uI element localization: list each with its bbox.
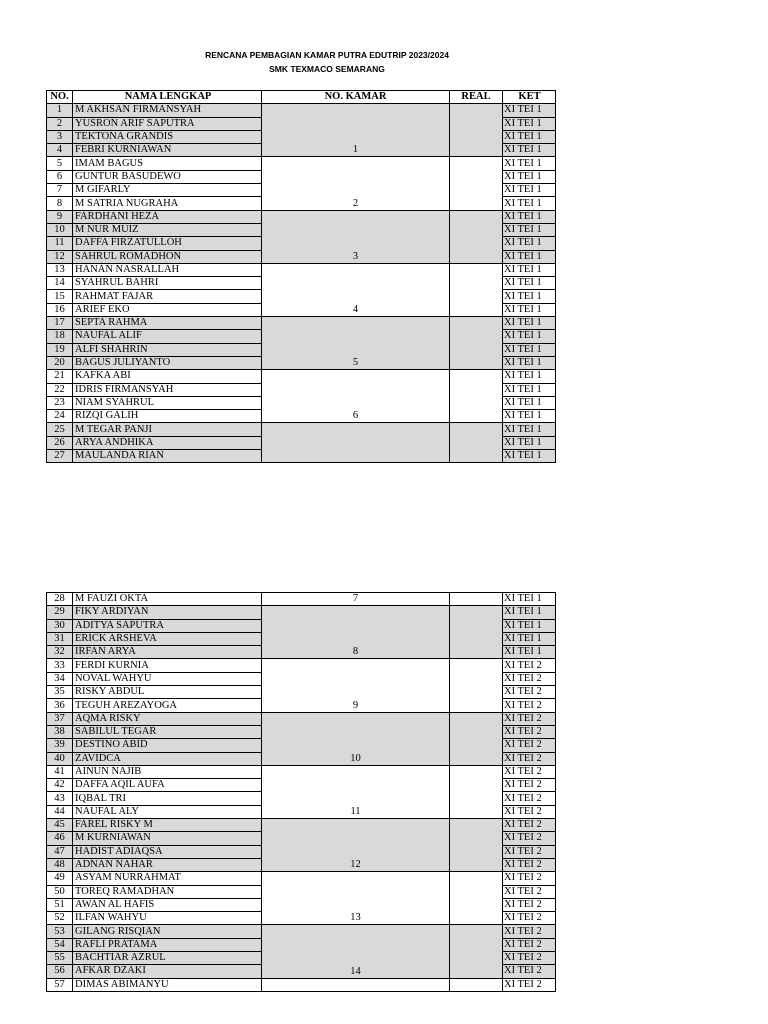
class-label: XI TEI 1 [503,223,556,236]
class-label: XI TEI 1 [503,250,556,263]
student-name: ADNAN NAHAR [73,858,262,871]
class-label: XI TEI 2 [503,952,556,965]
table-row [47,606,556,619]
room-number: 13 [262,872,450,925]
row-number: 33 [47,659,73,672]
real-cell [450,593,503,606]
student-name: M SATRIA NUGRAHA [73,197,262,210]
student-name: AQMA RISKY [73,712,262,725]
row-number: 16 [47,303,73,316]
student-name: DIMAS ABIMANYU [73,978,262,991]
document-subtitle: SMK TEXMACO SEMARANG [269,64,385,74]
class-label: XI TEI 2 [503,725,556,738]
student-name: SYAHRUL BAHRI [73,277,262,290]
table-row [47,872,556,885]
class-label: XI TEI 1 [503,210,556,223]
room-number: 3 [262,210,450,263]
student-name: DAFFA FIRZATULLOH [73,237,262,250]
table-row [47,210,556,223]
table-row [47,423,556,436]
class-label: XI TEI 1 [503,396,556,409]
real-cell [450,370,503,423]
student-name: M FAUZI OKTA [73,593,262,606]
class-label: XI TEI 2 [503,686,556,699]
row-number: 53 [47,925,73,938]
table-row [47,712,556,725]
class-label: XI TEI 1 [503,144,556,157]
table-row [47,104,556,117]
row-number: 22 [47,383,73,396]
class-label: XI TEI 2 [503,978,556,991]
class-label: XI TEI 1 [503,646,556,659]
real-cell [450,157,503,210]
student-name: TOREQ RAMADHAN [73,885,262,898]
row-number: 30 [47,619,73,632]
room-number: 14 [262,925,450,978]
student-name: SAHRUL ROMADHON [73,250,262,263]
row-number: 35 [47,686,73,699]
class-label: XI TEI 2 [503,819,556,832]
row-number: 27 [47,450,73,463]
class-label: XI TEI 1 [503,157,556,170]
student-name: M AKHSAN FIRMANSYAH [73,104,262,117]
student-name: IQBAL TRI [73,792,262,805]
student-name: HANAN NASRALLAH [73,263,262,276]
student-name: BAGUS JULIYANTO [73,356,262,369]
class-label: XI TEI 2 [503,659,556,672]
student-name: RISKY ABDUL [73,686,262,699]
row-number: 3 [47,130,73,143]
row-number: 44 [47,805,73,818]
class-label: XI TEI 2 [503,832,556,845]
student-name: NOVAL WAHYU [73,672,262,685]
class-label: XI TEI 1 [503,117,556,130]
real-cell [450,819,503,872]
student-name: KAFKA ABI [73,370,262,383]
student-name: SEPTA RAHMA [73,317,262,330]
room-number: 2 [262,157,450,210]
row-number: 6 [47,170,73,183]
student-name: HADIST ADIAQSA [73,845,262,858]
row-number: 46 [47,832,73,845]
table-row [47,317,556,330]
real-cell [450,317,503,370]
row-number: 48 [47,858,73,871]
row-number: 11 [47,237,73,250]
class-label: XI TEI 1 [503,343,556,356]
row-number: 13 [47,263,73,276]
class-label: XI TEI 2 [503,712,556,725]
table-row [47,157,556,170]
col-header-no: NO. [47,91,73,104]
class-label: XI TEI 2 [503,779,556,792]
room-number: 12 [262,819,450,872]
class-label: XI TEI 2 [503,765,556,778]
class-label: XI TEI 2 [503,898,556,911]
row-number: 37 [47,712,73,725]
class-label: XI TEI 1 [503,317,556,330]
row-number: 39 [47,739,73,752]
row-number: 20 [47,356,73,369]
class-label: XI TEI 1 [503,303,556,316]
class-label: XI TEI 2 [503,805,556,818]
student-name: M KURNIAWAN [73,832,262,845]
row-number: 17 [47,317,73,330]
room-number: 8 [262,606,450,659]
student-name: ILFAN WAHYU [73,912,262,925]
class-label: XI TEI 2 [503,699,556,712]
row-number: 21 [47,370,73,383]
class-label: XI TEI 1 [503,184,556,197]
table-body-1 [47,104,556,463]
student-name: ADITYA SAPUTRA [73,619,262,632]
class-label: XI TEI 1 [503,330,556,343]
row-number: 10 [47,223,73,236]
class-label: XI TEI 1 [503,423,556,436]
document-title: RENCANA PEMBAGIAN KAMAR PUTRA EDUTRIP 2023/2024 [205,50,449,60]
class-label: XI TEI 1 [503,290,556,303]
col-header-kamar: NO. KAMAR [262,91,450,104]
row-number: 43 [47,792,73,805]
class-label: XI TEI 2 [503,739,556,752]
row-number: 19 [47,343,73,356]
row-number: 54 [47,938,73,951]
class-label: XI TEI 2 [503,792,556,805]
class-label: XI TEI 1 [503,277,556,290]
class-label: XI TEI 2 [503,912,556,925]
student-name: FERDI KURNIA [73,659,262,672]
student-name: NAUFAL ALIF [73,330,262,343]
class-label: XI TEI 2 [503,885,556,898]
row-number: 25 [47,423,73,436]
student-name: GUNTUR BASUDEWO [73,170,262,183]
class-label: XI TEI 1 [503,197,556,210]
class-label: XI TEI 2 [503,965,556,978]
table-row [47,978,556,991]
room-number: 4 [262,263,450,316]
real-cell [450,210,503,263]
row-number: 32 [47,646,73,659]
row-number: 38 [47,725,73,738]
class-label: XI TEI 1 [503,410,556,423]
row-number: 41 [47,765,73,778]
class-label: XI TEI 2 [503,672,556,685]
row-number: 26 [47,436,73,449]
student-name: AWAN AL HAFIS [73,898,262,911]
student-name: FARDHANI HEZA [73,210,262,223]
row-number: 8 [47,197,73,210]
class-label: XI TEI 1 [503,593,556,606]
row-number: 42 [47,779,73,792]
class-label: XI TEI 1 [503,170,556,183]
class-label: XI TEI 1 [503,450,556,463]
col-header-ket: KET [503,91,556,104]
student-name: DESTINO ABID [73,739,262,752]
student-name: AFKAR DZAKI [73,965,262,978]
room-number: 10 [262,712,450,765]
table-row [47,819,556,832]
student-name: ARIEF EKO [73,303,262,316]
table-row [47,593,556,606]
real-cell [450,659,503,712]
row-number: 36 [47,699,73,712]
class-label: XI TEI 1 [503,237,556,250]
room-table-page-2 [46,592,556,992]
real-cell [450,104,503,157]
room-table-page-1 [46,90,556,463]
real-cell [450,712,503,765]
student-name: ALFI SHAHRIN [73,343,262,356]
class-label: XI TEI 1 [503,632,556,645]
table-body-2 [47,593,556,992]
class-label: XI TEI 2 [503,925,556,938]
col-header-real: REAL [450,91,503,104]
row-number: 9 [47,210,73,223]
student-name: IRFAN ARYA [73,646,262,659]
table-row [47,659,556,672]
student-name: ZAVIDCA [73,752,262,765]
student-name: TEKTONA GRANDIS [73,130,262,143]
student-name: M GIFARLY [73,184,262,197]
real-cell [450,423,503,463]
room-number: 11 [262,765,450,818]
real-cell [450,765,503,818]
student-name: RAFLI PRATAMA [73,938,262,951]
row-number: 47 [47,845,73,858]
class-label: XI TEI 1 [503,104,556,117]
student-name: IDRIS FIRMANSYAH [73,383,262,396]
row-number: 34 [47,672,73,685]
room-number: 6 [262,370,450,423]
room-number: 5 [262,317,450,370]
student-name: RAHMAT FAJAR [73,290,262,303]
row-number: 49 [47,872,73,885]
class-label: XI TEI 1 [503,383,556,396]
class-label: XI TEI 2 [503,845,556,858]
room-number [262,978,450,991]
table-header-row [47,91,556,104]
row-number: 55 [47,952,73,965]
real-cell [450,606,503,659]
student-name: ASYAM NURRAHMAT [73,872,262,885]
row-number: 29 [47,606,73,619]
student-name: RIZQI GALIH [73,410,262,423]
room-number: 9 [262,659,450,712]
student-name: ERICK ARSHEVA [73,632,262,645]
table-row [47,263,556,276]
real-cell [450,872,503,925]
row-number: 7 [47,184,73,197]
class-label: XI TEI 2 [503,752,556,765]
row-number: 5 [47,157,73,170]
class-label: XI TEI 1 [503,356,556,369]
class-label: XI TEI 1 [503,619,556,632]
table-row [47,370,556,383]
class-label: XI TEI 2 [503,858,556,871]
row-number: 31 [47,632,73,645]
student-name: FEBRI KURNIAWAN [73,144,262,157]
table-row [47,925,556,938]
row-number: 12 [47,250,73,263]
row-number: 28 [47,593,73,606]
class-label: XI TEI 1 [503,606,556,619]
row-number: 45 [47,819,73,832]
student-name: BACHTIAR AZRUL [73,952,262,965]
student-name: MAULANDA RIAN [73,450,262,463]
room-number: 1 [262,104,450,157]
row-number: 18 [47,330,73,343]
student-name: IMAM BAGUS [73,157,262,170]
room-number: 7 [262,593,450,606]
row-number: 24 [47,410,73,423]
student-name: DAFFA AQIL AUFA [73,779,262,792]
student-name: YUSRON ARIF SAPUTRA [73,117,262,130]
row-number: 51 [47,898,73,911]
real-cell [450,925,503,978]
student-name: AINUN NAJIB [73,765,262,778]
class-label: XI TEI 1 [503,130,556,143]
class-label: XI TEI 1 [503,263,556,276]
row-number: 1 [47,104,73,117]
row-number: 14 [47,277,73,290]
student-name: GILANG RISQIAN [73,925,262,938]
class-label: XI TEI 2 [503,872,556,885]
row-number: 15 [47,290,73,303]
student-name: SABILUL TEGAR [73,725,262,738]
class-label: XI TEI 1 [503,436,556,449]
document-header [46,48,608,76]
row-number: 40 [47,752,73,765]
student-name: NIAM SYAHRUL [73,396,262,409]
real-cell [450,263,503,316]
student-name: ARYA ANDHIKA [73,436,262,449]
row-number: 2 [47,117,73,130]
student-name: FIKY ARDIYAN [73,606,262,619]
row-number: 57 [47,978,73,991]
student-name: FAREL RISKY M [73,819,262,832]
row-number: 50 [47,885,73,898]
col-header-name: NAMA LENGKAP [73,91,262,104]
row-number: 4 [47,144,73,157]
student-name: TEGUH AREZAYOGA [73,699,262,712]
row-number: 56 [47,965,73,978]
real-cell [450,978,503,991]
table-row [47,765,556,778]
student-name: NAUFAL ALY [73,805,262,818]
class-label: XI TEI 2 [503,938,556,951]
student-name: M NUR MUIZ [73,223,262,236]
room-number [262,423,450,463]
row-number: 23 [47,396,73,409]
row-number: 52 [47,912,73,925]
class-label: XI TEI 1 [503,370,556,383]
student-name: M TEGAR PANJI [73,423,262,436]
